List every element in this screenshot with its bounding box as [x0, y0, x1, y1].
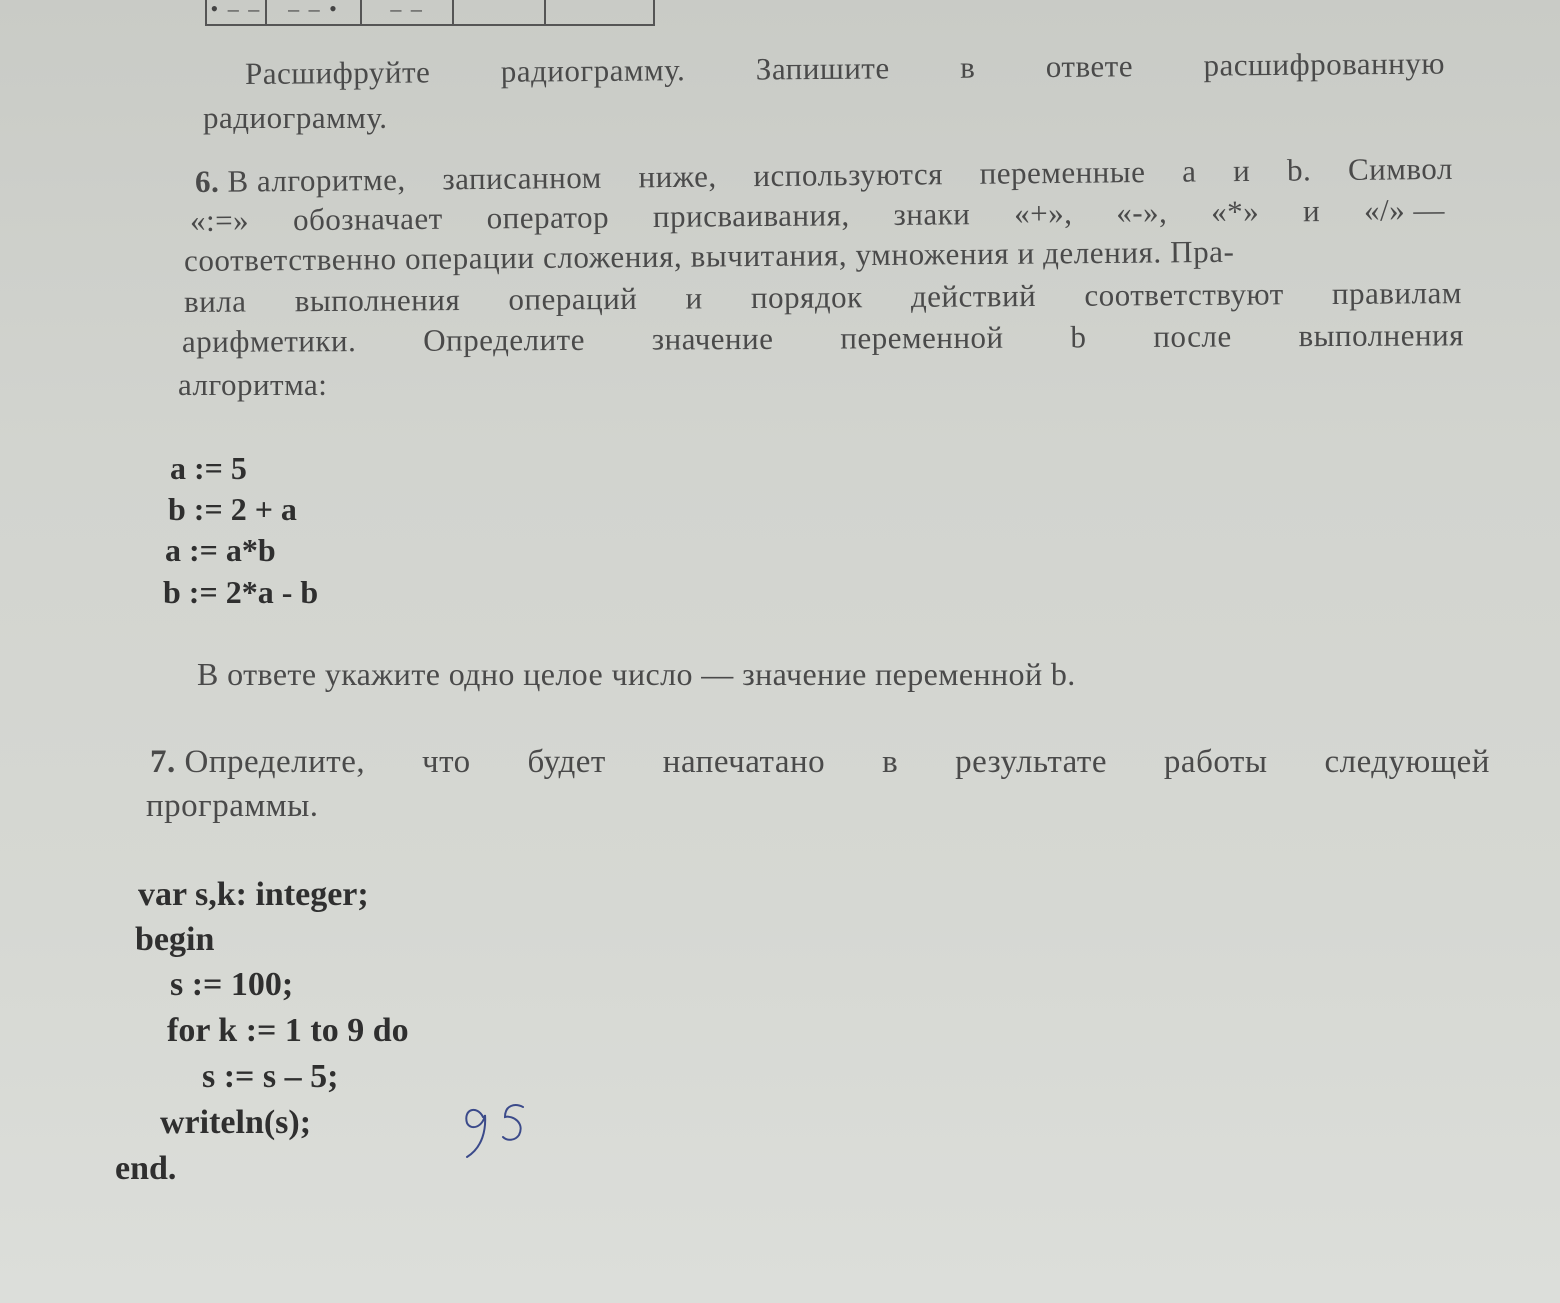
word: b — [1070, 319, 1087, 355]
word: работы — [1163, 744, 1268, 780]
task6-line-6 — [178, 367, 327, 403]
word: выполнения — [294, 282, 461, 319]
word: записанном — [442, 159, 602, 197]
table-cell: – – — [362, 0, 454, 24]
word: результате — [955, 744, 1107, 780]
word: напечатано — [662, 744, 826, 780]
word: «*» — [1211, 193, 1260, 230]
word: присваивания, — [652, 197, 850, 234]
word: правилам — [1331, 275, 1463, 311]
word: что — [422, 744, 471, 780]
word: оператор — [486, 199, 610, 236]
word: порядок — [750, 279, 863, 316]
word: Символ — [1347, 150, 1454, 187]
table-cell: • – – — [207, 0, 267, 24]
task6-code-line-1: a := 5 — [170, 450, 247, 486]
text: алгоритма: — [178, 367, 328, 402]
word: и — [685, 280, 703, 316]
word: ответе — [1045, 48, 1134, 85]
text: соответственно операции сложения, вычитания, умножения и деления. Пра- — [183, 233, 1235, 278]
word: вила — [183, 283, 247, 319]
word: арифметики. — [181, 323, 357, 359]
task6-code-line-3: a := a*b — [165, 532, 276, 568]
task7-line-2 — [146, 788, 319, 825]
task7-code-line-6: writeln(s); — [160, 1104, 312, 1141]
word: Определите — [423, 321, 586, 358]
task6-line-5 — [182, 317, 1464, 360]
word: операций — [508, 280, 638, 317]
task7-code-line-4: for k := 1 to 9 do — [167, 1012, 409, 1049]
task5-line-2 — [203, 100, 387, 136]
word: действий — [910, 278, 1037, 314]
task6-code-line-4: b := 2*a - b — [163, 574, 319, 610]
word: Запишите — [755, 50, 890, 87]
morse-table-fragment — [205, 0, 655, 26]
word: переменные — [979, 154, 1146, 191]
table-cell — [546, 0, 654, 24]
word: переменной — [840, 319, 1004, 356]
task7-code-line-7: end. — [115, 1150, 177, 1187]
text: программы. — [146, 788, 319, 824]
word: «/» — — [1363, 192, 1446, 228]
word: «-», — [1116, 194, 1168, 230]
word: следующей — [1324, 744, 1490, 780]
text: В ответе укажите одно целое число — значение переменной b. — [197, 656, 1076, 692]
task6-line-1 — [195, 151, 1453, 200]
word: и — [1302, 193, 1321, 229]
task7-code-line-1: var s,k: integer; — [138, 876, 369, 913]
task7-code-line-2: begin — [135, 921, 215, 958]
word: радиограмму. — [203, 100, 388, 135]
word: обозначает — [292, 200, 443, 238]
task6-code-line-2: b := 2 + a — [168, 491, 297, 527]
word: «:=» — [189, 202, 250, 238]
task6-line-3 — [184, 234, 1235, 279]
task6-line-2 — [190, 192, 1445, 239]
word: «+», — [1013, 195, 1073, 231]
word: расшифрованную — [1203, 45, 1446, 83]
word: используются — [753, 156, 944, 194]
word: после — [1153, 318, 1232, 354]
word: ниже, — [638, 158, 717, 195]
task5-line-1 — [245, 46, 1445, 92]
word: Расшифруйте — [244, 54, 431, 91]
word: a — [1181, 153, 1197, 189]
handwritten-answer — [455, 1095, 535, 1165]
word: знаки — [893, 196, 971, 232]
word: В алгоритме, — [227, 161, 406, 199]
word: в — [960, 49, 976, 85]
task6-answer-hint — [197, 656, 1076, 693]
table-cell — [454, 0, 546, 24]
word: будет — [527, 744, 606, 780]
word: соответствуют — [1084, 276, 1284, 313]
word: и — [1232, 152, 1251, 189]
table-cell: – – • — [267, 0, 363, 24]
word: в — [882, 744, 899, 780]
word: выполнения — [1298, 317, 1465, 354]
task7-code-line-3: s := 100; — [170, 966, 294, 1003]
word: Определите, — [184, 744, 366, 780]
task7-number: 7. — [150, 744, 176, 780]
word: b. — [1286, 152, 1312, 188]
task6-line-4 — [184, 275, 1462, 320]
word: радиограмму. — [500, 52, 686, 89]
task7-line-1 — [150, 744, 1490, 781]
task6-number: 6. — [194, 163, 220, 199]
task7-code-line-5: s := s – 5; — [202, 1058, 339, 1095]
word: значение — [651, 320, 774, 357]
